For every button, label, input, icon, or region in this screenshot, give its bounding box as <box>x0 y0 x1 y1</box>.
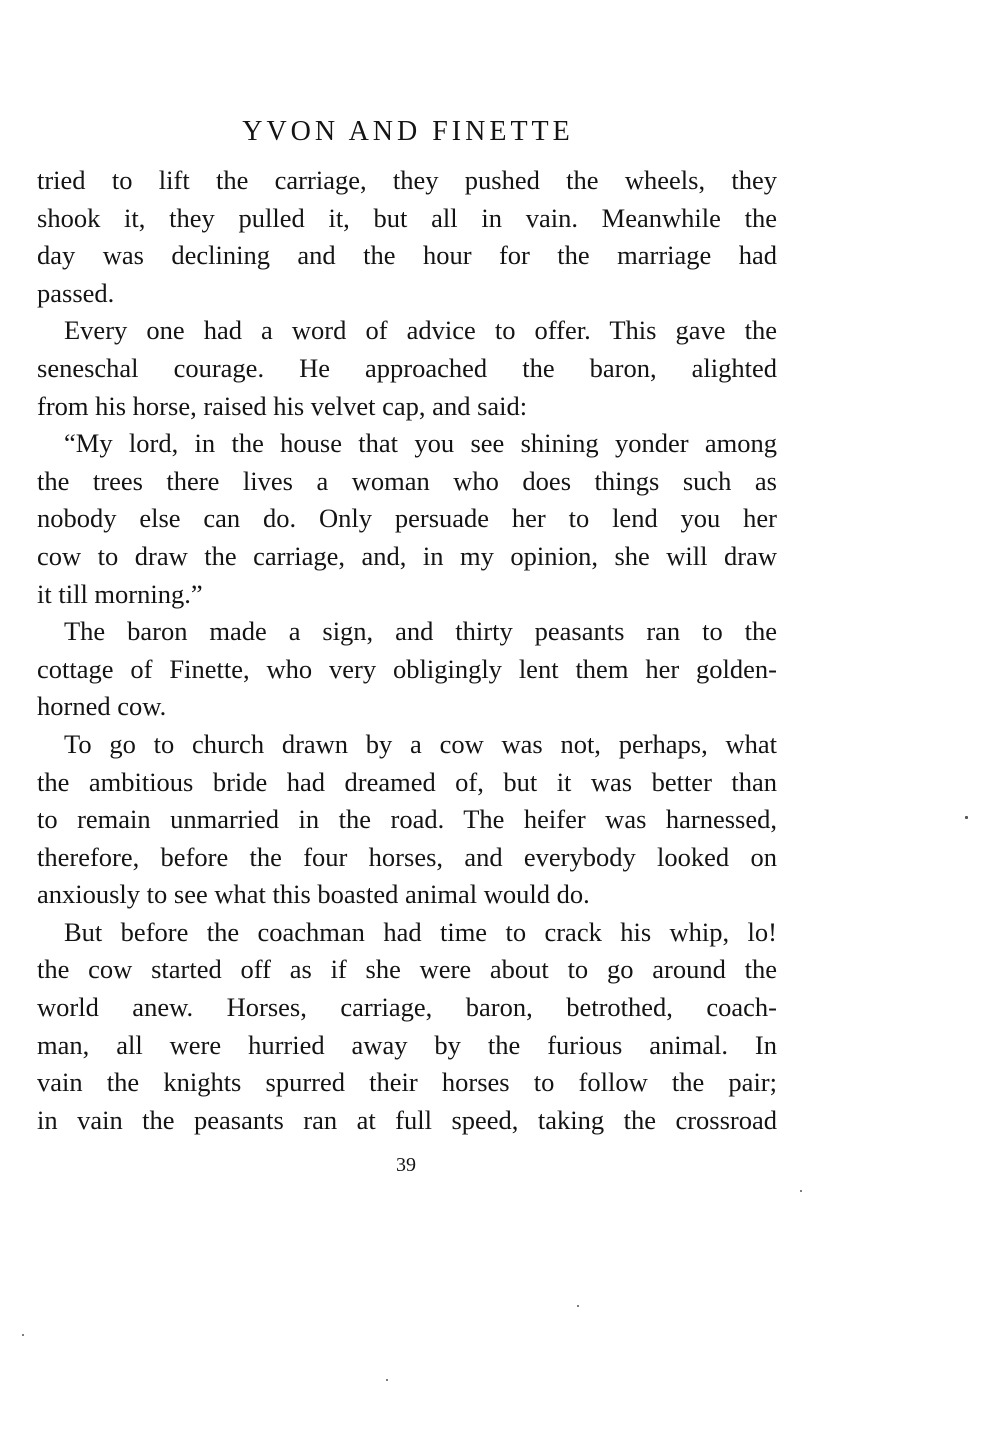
text-line: in vain the peasants ran at full speed, taking the crossroad <box>37 1104 777 1135</box>
text-line: shook it, they pulled it, but all in vain. Meanwhile the <box>37 202 777 233</box>
text-line: The baron made a sign, and thirty peasants ran to the <box>64 616 777 647</box>
text-line: world anew. Horses, carriage, baron, betrothed, coach- <box>37 992 777 1023</box>
text-line: anxiously to see what this boasted animal would do. <box>37 879 590 910</box>
text-line: to remain unmarried in the road. The heifer was harnessed, <box>37 804 777 835</box>
text-line: tried to lift the carriage, they pushed the wheels, they <box>37 165 777 195</box>
text-line: vain the knights spurred their horses to follow the pair; <box>37 1067 777 1098</box>
text-line: passed. <box>37 277 115 308</box>
text-line: the cow started off as if she were about to go around the <box>37 954 777 985</box>
scan-speck <box>965 816 968 819</box>
text-line: “My lord, in the house that you see shining yonder among <box>64 428 777 459</box>
text-line: cottage of Finette, who very obligingly lent them her golden- <box>37 653 777 684</box>
text-line: But before the coachman had time to crack his whip, lo! <box>64 916 777 947</box>
body-text <box>37 162 777 1139</box>
text-line: man, all were hurried away by the furious animal. In <box>37 1029 777 1060</box>
scan-speck <box>386 1379 388 1381</box>
text-line: therefore, before the four horses, and everybody looked on <box>37 841 777 872</box>
text-line: nobody else can do. Only persuade her to lend you her <box>37 503 777 534</box>
running-head: YVON AND FINETTE <box>242 116 574 147</box>
text-line: the ambitious bride had dreamed of, but it was better than <box>37 766 777 797</box>
text-line: To go to church drawn by a cow was not, perhaps, what <box>64 728 777 759</box>
text-line: Every one had a word of advice to offer. This gave the <box>64 315 777 346</box>
text-line: seneschal courage. He approached the baron, alighted <box>37 352 777 383</box>
text-line: horned cow. <box>37 691 167 722</box>
text-line: the trees there lives a woman who does things such as <box>37 465 777 496</box>
text-line: day was declining and the hour for the marriage had <box>37 240 777 271</box>
page-number: 39 <box>396 1154 416 1176</box>
scan-speck <box>22 1334 24 1336</box>
text-line: from his horse, raised his velvet cap, and said: <box>37 390 528 421</box>
text-line: cow to draw the carriage, and, in my opinion, she will draw <box>37 540 777 571</box>
text-line: it till morning.” <box>37 578 203 609</box>
scan-speck <box>577 1305 579 1307</box>
scan-speck <box>800 1190 802 1192</box>
